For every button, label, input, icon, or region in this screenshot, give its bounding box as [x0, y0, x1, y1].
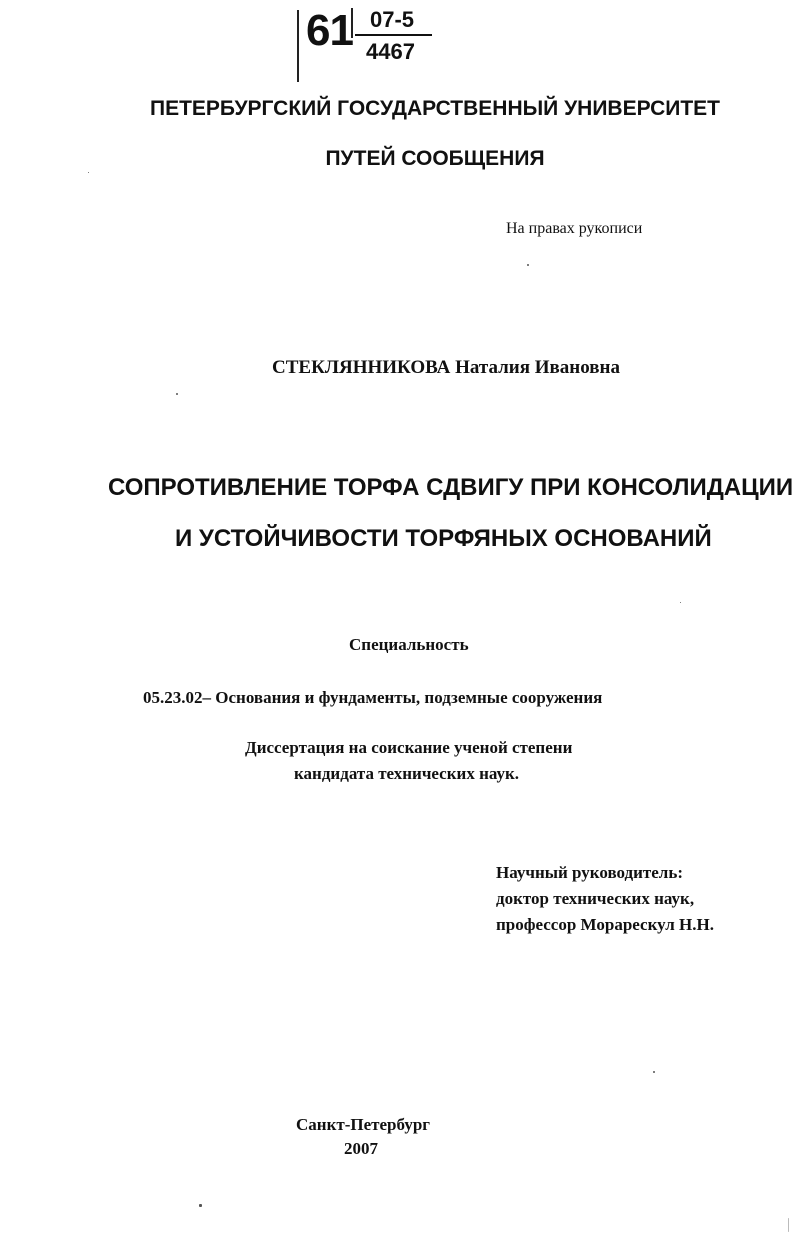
footer-city: Санкт-Петербург — [296, 1115, 431, 1134]
dissertation-title-line-1: СОПРОТИВЛЕНИЕ ТОРФА СДВИГУ ПРИ КОНСОЛИДАЦИИ — [108, 474, 794, 501]
degree-line-2: кандидата технических наук. — [294, 764, 520, 783]
supervisor-line-1: Научный руководитель: — [496, 863, 683, 882]
author-name — [272, 357, 620, 379]
author-given-names: Наталия Ивановна — [455, 357, 620, 378]
supervisor-line-2: доктор технических наук, — [496, 889, 695, 908]
scan-speck — [199, 1204, 202, 1207]
scan-edge-mark — [788, 1218, 789, 1232]
degree-line-1: Диссертация на соискание ученой степени — [245, 738, 573, 757]
stamp-big-number: 61 — [306, 6, 353, 55]
university-line-1: ПЕТЕРБУРГСКИЙ ГОСУДАРСТВЕННЫЙ УНИВЕРСИТЕТ — [149, 97, 721, 120]
footer-year: 2007 — [344, 1139, 378, 1158]
scan-speck — [527, 264, 529, 266]
manuscript-note: На правах рукописи — [506, 220, 643, 237]
scan-speck — [653, 1071, 655, 1073]
stamp-fraction-bar — [355, 34, 432, 36]
scan-speck — [680, 602, 681, 603]
specialty-code-line: 05.23.02– Основания и фундаменты, подземные сооружения — [143, 688, 603, 707]
author-surname: СТЕКЛЯННИКОВА — [272, 357, 451, 378]
supervisor-line-3: профессор Морарескул Н.Н. — [496, 915, 714, 934]
scan-speck — [88, 172, 89, 173]
stamp-left-rule — [297, 10, 299, 82]
stamp-top-number: 07-5 — [370, 7, 415, 32]
specialty-label: Специальность — [349, 635, 469, 654]
dissertation-title-line-2: И УСТОЙЧИВОСТИ ТОРФЯНЫХ ОСНОВАНИЙ — [175, 525, 712, 552]
university-line-2: ПУТЕЙ СООБЩЕНИЯ — [325, 147, 545, 170]
scan-speck — [176, 393, 178, 395]
stamp-bottom-number: 4467 — [366, 39, 415, 64]
